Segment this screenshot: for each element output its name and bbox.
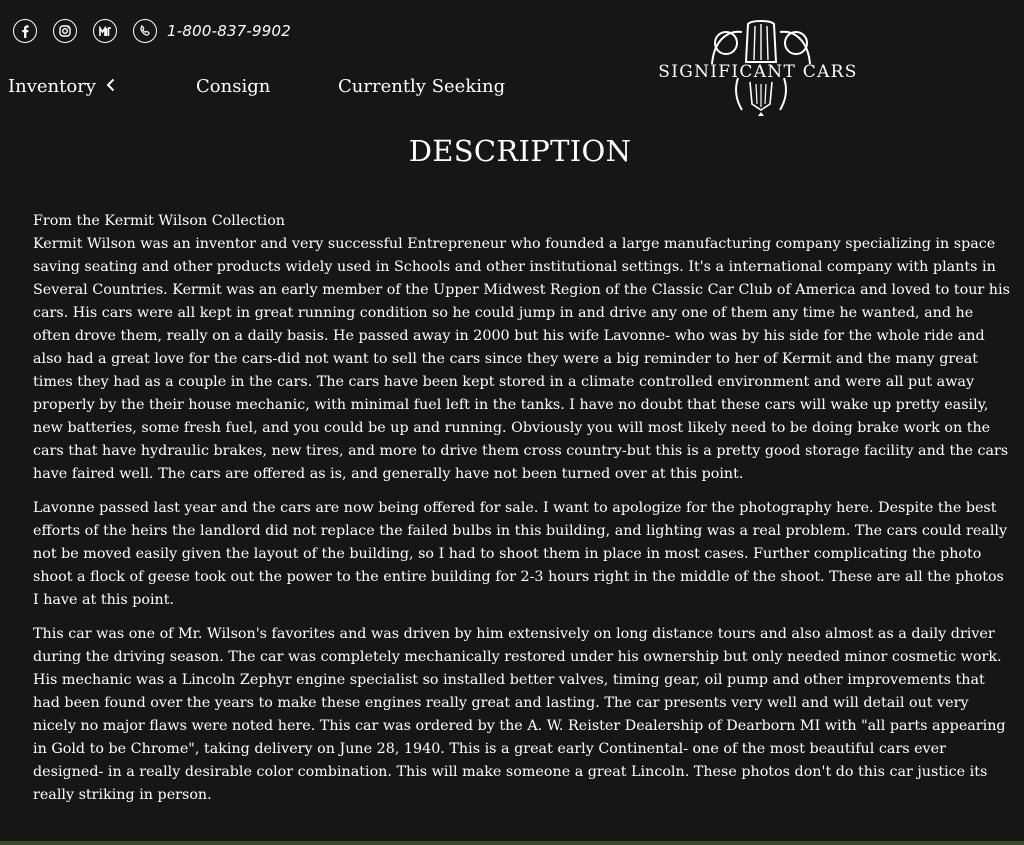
chevron-left-icon[interactable] bbox=[106, 76, 115, 97]
bottom-divider bbox=[0, 841, 1024, 845]
auction-site-icon[interactable] bbox=[93, 19, 117, 43]
nav-item-consign[interactable]: Consign bbox=[196, 76, 271, 97]
nav-item-label: Inventory bbox=[8, 76, 96, 97]
phone-icon[interactable] bbox=[133, 19, 157, 43]
description-paragraph: Lavonne passed last year and the cars are now being offered for sale. I want to apologize for the photography here. Despite the best efforts of the heirs the landlord did not replace the failed bulbs in this building, and lighting was a real problem. The cars could really not be moved easily given the layout of the building, so I had to shoot them in place in most cases. Further complicating the photo shoot a flock of geese took out the power to the entire building for 2-3 hours right in the middle of the shoot. These are all the photos I have at this point. bbox=[33, 500, 1008, 608]
description-paragraph: This car was one of Mr. Wilson's favorites and was driven by him extensively on long distance tours and also almost as a daily driver during the driving season. The car was completely mechanically restored under his ownership but only needed minor cosmetic work. His mechanic was a Lincoln Zephyr engine specialist so installed better valves, timing gear, oil pump and other improvements that had been found over the years to make these engines really great and lasting. The car presents very well and will detail out very nicely no major flaws were noted here. This car was ordered by the A. W. Reister Dealership of Dearborn MI with "all parts appearing in Gold to be Chrome", taking delivery on June 28, 1940. This is a great early Continental- one of the most beautiful cars ever designed- in a really desirable color combination. This will make someone a great Lincoln. These photos don't do this car justice its really striking in person. bbox=[33, 626, 1006, 803]
page-title: DESCRIPTION bbox=[408, 134, 632, 168]
description-paragraph: From the Kermit Wilson Collection Kermit Wilson was an inventor and very successful Entrepreneur who founded a large manufacturing company specializing in space saving seating and other products widely used in Schools and other institutional settings. It's a international company with plants in Several Countries. Kermit was an early member of the Upper Midwest Region of the Classic Car Club of America and loved to tour his cars. His cars were all kept in great running condition so he could jump in and drive any one of them any time he wanted, and he often drove them, really on a daily basis. He passed away in 2000 but his wife Lavonne- who was by his side for the whole ride and also had a great love for the cars-did not want to sell the cars since they were a big reminder to her of Kermit and the many great times they had as a couple in the cars. The cars have been kept stored in a climate controlled environment and were all put away properly by the their house mechanic, with minimal fuel left in the tanks. I have no doubt that these cars will wake up pretty easily, new batteries, some fresh fuel, and you could be up and running. Obviously you will most likely need to be doing brake work on the cars that have hydraulic brakes, new tires, and more to drive them cross country-but this is a pretty good storage facility and the cars have faired well. The cars are offered as is, and generally have not been turned over at this point. bbox=[33, 213, 1010, 482]
nav-item-currently-seeking[interactable]: Currently Seeking bbox=[338, 76, 506, 97]
nav-item-inventory[interactable] bbox=[8, 76, 115, 97]
phone-number[interactable]: 1-800-837-9902 bbox=[167, 22, 292, 40]
logo-wordmark: SIGNIFICANT CARS bbox=[658, 62, 858, 82]
description-body bbox=[33, 210, 1013, 818]
site-logo[interactable] bbox=[652, 18, 870, 118]
social-links bbox=[13, 19, 291, 43]
instagram-icon[interactable] bbox=[53, 19, 77, 43]
facebook-icon[interactable] bbox=[13, 19, 37, 43]
